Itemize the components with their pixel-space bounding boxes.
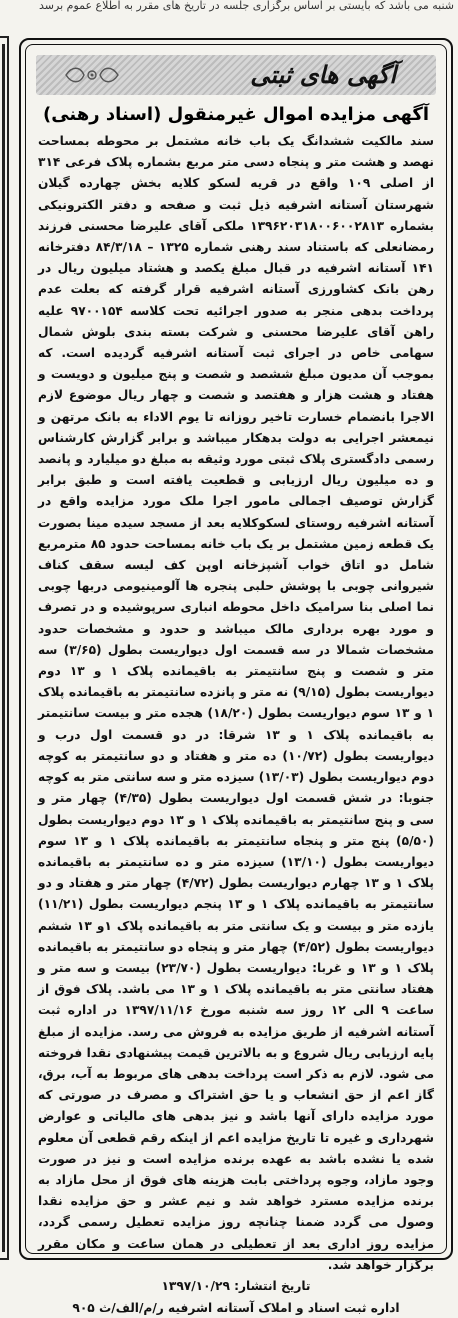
column-divider — [2, 44, 5, 1252]
section-title: آگهی های ثبتی — [250, 60, 396, 89]
notice-title: آگهی مزایده اموال غیرمنقول (اسناد رهنی) — [42, 104, 429, 125]
notice-body: سند مالکیت ششدانگ یک باب خانه مشتمل بر محوطه بمساحت نهصد و هشت متر و پنجاه دسی متر مربع بشماره پلاک فرعی ۳۱۴ از اصلی ۱۰۹ واقع در قریه لسکو کلایه بخش چهارده گیلان شهرستان آستانه اشرفیه ذیل ثبت و صفحه و دفتر الکترونیکی بشماره ۱۳۹۶۲۰۳۱۸۰۰۶۰۰۲۸۱۳ ملکی آقای علیرضا محسنی فرزند رمضانعلی که باستناد سند رهنی شماره ۱۳۲۵ – ۸۴/۳/۱۸ دفترخانه ۱۴۱ آستانه اشرفیه در قبال مبلغ یکصد و هشتاد میلیون ریال در رهن بانک کشاورزی آستانه اشرفیه قرار گرفته که بعلت عدم پرداخت بدهی منجر به صدور اجرائیه تحت کلاسه ۹۷۰۰۱۵۴ علیه راهن آقای علیرضا محسنی و شرکت بسته بندی بلوش شمال سهامی خاص در اجرای ثبت آستانه اشرفیه گردیده است. که بموجب آن مدیون مبلغ ششصد و شصت و پنج میلیون و دویست و هفتاد و هشت هزار و هفتصد و شصت و چهار ریال موضوع لازم الاجرا بانضمام خسارت تاخیر روزانه تا یوم الاداء به بانک مرتهن و نیمعشر اجرایی به دولت بدهکار میباشد و برابر گزارش کارشناس رسمی دادگستری پلاک ثبتی مورد وثیقه به مبلغ دو میلیارد و پانصد و ده میلیون ریال ارزیابی و قطعیت یافته است و طبق برابر گزارش توصیف اجمالی مامور اجرا ملک مورد مزایده واقع در آستانه اشرفیه روستای لسکوکلایه بعد از مسجد سیده مینا بصورت یک قطعه زمین مشتمل بر یک باب خانه بمساحت حدود ۸۵ مترمربع شامل دو اتاق خواب آشپزخانه اوپن کف لیسه سقف کناف شیروانی چوبی با پوشش حلبی پنجره ها آلومینیومی دربها چوبی نما اصلی بنا سرامیک داخل محوطه انباری سرپوشیده و در تصرف و مورد بهره برداری مالک میباشد و حدود و مشخصات حدود مشخصات شمالا در سه قسمت اول دیواریست بطول (۳/۶۵) سه متر و شصت و پنج سانتیمتر به باقیمانده پلاک ۱ و ۱۳ دوم دیواریست بطول (۹/۱۵) نه متر و پانزده سانتیمتر به باقیمانده پلاک ۱ و ۱۳ سوم دیواریست بطول (۱۸/۲۰) هجده متر و بیست سانتیمتر به باقیمانده پلاک ۱ و ۱۳ شرقا: در دو قسمت اول درب و دیواریست بطول (۱۰/۷۲) ده متر و هفتاد و دو سانتیمتر به کوچه دوم دیواریست بطول (۱۳/۰۳) سیزده متر و سه سانتی متر به کوچه جنوبا: در شش قسمت اول دیواریست بطول (۴/۳۵) چهار متر و سی و پنج سانتیمتر به باقیمانده پلاک ۱ و ۱۳ دوم دیواریست بطول (۵/۵۰) پنج متر و پنجاه سانتیمتر به باقیمانده پلاک ۱ و ۱۳ سوم دیواریست بطول (۱۳/۱۰) سیزده متر و ده سانتیمتر به باقیمانده پلاک ۱ و ۱۳ چهارم دیواریست بطول (۴/۷۲) چهار متر و هفتاد و دو سانتیمتر به باقیمانده پلاک ۱ و ۱۳ پنجم دیواریست بطول (۱۱/۲۱) یازده متر و بیست و یک سانتی متر به باقیمانده پلاک ۱و ۱۳ ششم دیواریست بطول (۴/۵۲) چهار متر و پنجاه دو سانتیمتر به باقیمانده پلاک ۱ و ۱۳ و غربا: دیواریست بطول (۲۳/۷۰) بیست و سه متر و هفتاد سانتی متر به باقیمانده پلاک ۱ و ۱۳ می باشد. پلاک فوق از ساعت ۹ الی ۱۲ روز سه شنبه مورخ ۱۳۹۷/۱۱/۱۶ در اداره ثبت آستانه اشرفیه از طریق مزایده به فروش می رسد. مزایده از مبلغ پایه ارزیابی ریال شروع و به بالاترین قیمت پیشنهادی نقدا فروخته می شود. لازم به ذکر است پرداخت بدهی های مربوط به آب، برق، گاز اعم از حق انشعاب و یا حق اشتراک و مصرف در صورتی که مورد مزایده دارای آنها باشد و نیز بدهی های مالیاتی و عوارض شهرداری و غیره تا تاریخ مزایده اعم از اینکه رقم قطعی آن معلوم شده یا نشده باشد به عهده برنده مزایده است و نیز در صورت وجود مازاد، وجوه پرداختی بابت هزینه های فوق از محل مازاد به برنده مزایده مسترد خواهد شد و نیم عشر و حق مزایده نقدا وصول می گردد ضمنا چنانچه روز مزایده تعطیل رسمی گردد، مزایده روز اداری بعد از تعطیلی در همان ساعت و مکان مقرر برگزار خواهد شد. — [38, 134, 435, 1272]
adjacent-column-edge — [0, 36, 9, 1260]
notice-inner-border — [25, 44, 447, 1315]
publish-date: تاریخ انتشار: ۱۳۹۷/۱۰/۲۹ — [161, 1278, 311, 1293]
notice-footer: اداره ثبت اسناد و املاک آستانه اشرفیه ر/م/الف/ث ۹۰۵ — [72, 1300, 400, 1315]
ornament-icon — [62, 64, 122, 86]
notice-frame — [19, 38, 453, 1315]
section-banner — [36, 55, 436, 95]
top-strip-text: شنبه می باشد که بایستی بر اساس برگزاری جلسه در تاریخ های مقرر به اطلاع عموم برسد — [39, 0, 454, 12]
